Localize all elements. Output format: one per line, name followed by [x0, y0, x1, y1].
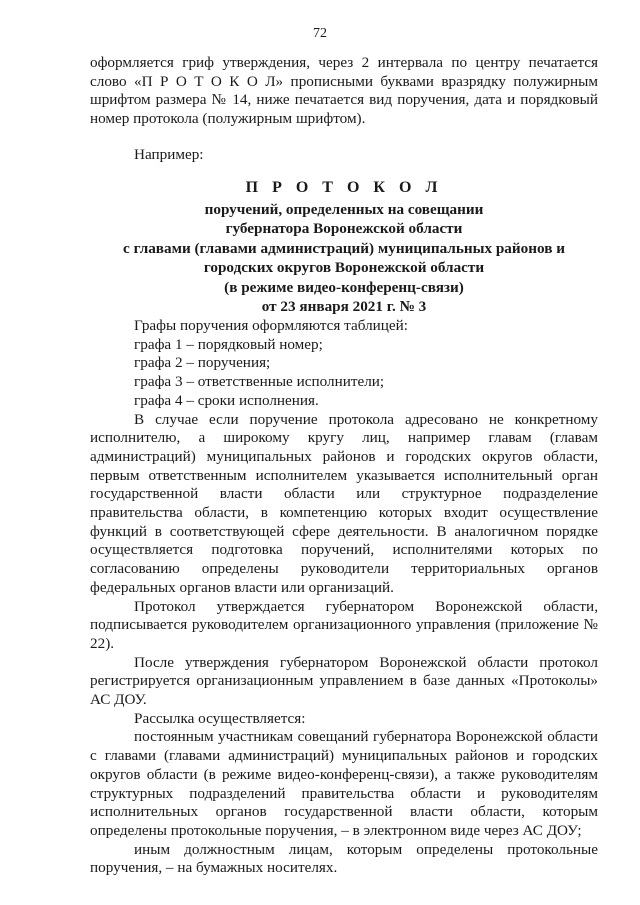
body-text	[90, 317, 598, 878]
paragraph-others: иным должностным лицам, которым определены протокольные поручения, – на бумажных носителях.	[90, 840, 598, 877]
column-item: графа 1 – порядковый номер;	[134, 335, 323, 353]
intro-paragraph	[90, 54, 598, 129]
protocol-line: с главами (главами администраций) муниципальных районов и	[123, 239, 565, 257]
column-item: графа 4 – сроки исполнения.	[134, 391, 319, 409]
paragraph-permanent: постоянным участникам совещаний губернатора Воронежской области с главами (главами администраций) муниципальных районов и городских округов области (в режиме видео-конференц-связи), а также руководителям структурных подразделений правительства области и руководителям исполнительных органов государственной власти области, которым определены протокольные поручения, – в электронном виде через АС ДОУ;	[90, 728, 598, 839]
page-number: 72	[313, 26, 327, 41]
paragraph-registration: После утверждения губернатором Воронежской области протокол регистрируется организационным управлением в базе данных «Протоколы» АС ДОУ.	[90, 653, 598, 709]
paragraph-wide-circle: В случае если поручение протокола адресовано не конкретному исполнителю, а широкому кругу лиц, например главам (главам администраций) муниципальных районов и городских округов области, первым ответственным исполнителем указывается исполнительный орган государственной власти области или структурное подразделение правительства области, в компетенцию которых входит осуществление функций в соответствующей сфере деятельности. В аналогичном порядке осуществляется подготовка поручений, исполнителями которых по согласованию определены руководители территориальных органов федеральных органов власти или организаций.	[90, 410, 598, 596]
table-intro: Графы поручения оформляются таблицей:	[134, 317, 409, 334]
paragraph-approval: Протокол утверждается губернатором Воронежской области, подписывается руководителем организационного управления (приложение № 22).	[90, 597, 598, 652]
protocol-line: городских округов Воронежской области	[203, 259, 485, 276]
protocol-heading	[90, 178, 598, 317]
column-item: графа 2 – поручения;	[134, 354, 271, 372]
example-label: Например:	[134, 146, 204, 163]
protocol-line: (в режиме видео-конференц-связи)	[224, 278, 464, 296]
intro-text: оформляется гриф утверждения, через 2 интервала по центру печатается слово «П Р О Т О К О Л» прописными буквами вразрядку полужирным шрифтом размера № 14, ниже печатается вид поручения, дата и порядковый номер протокола (полужирным шрифтом).	[90, 54, 598, 128]
column-item: графа 3 – ответственные исполнители;	[134, 373, 385, 391]
paragraph-distribution: Рассылка осуществляется:	[134, 709, 306, 727]
example-block	[90, 146, 598, 165]
protocol-line: поручений, определенных на совещании	[204, 200, 484, 218]
protocol-date: от 23 января 2021 г. № 3	[261, 298, 427, 315]
protocol-line: губернатора Воронежской области	[225, 220, 463, 237]
protocol-title: П Р О Т О К О Л	[245, 179, 443, 196]
